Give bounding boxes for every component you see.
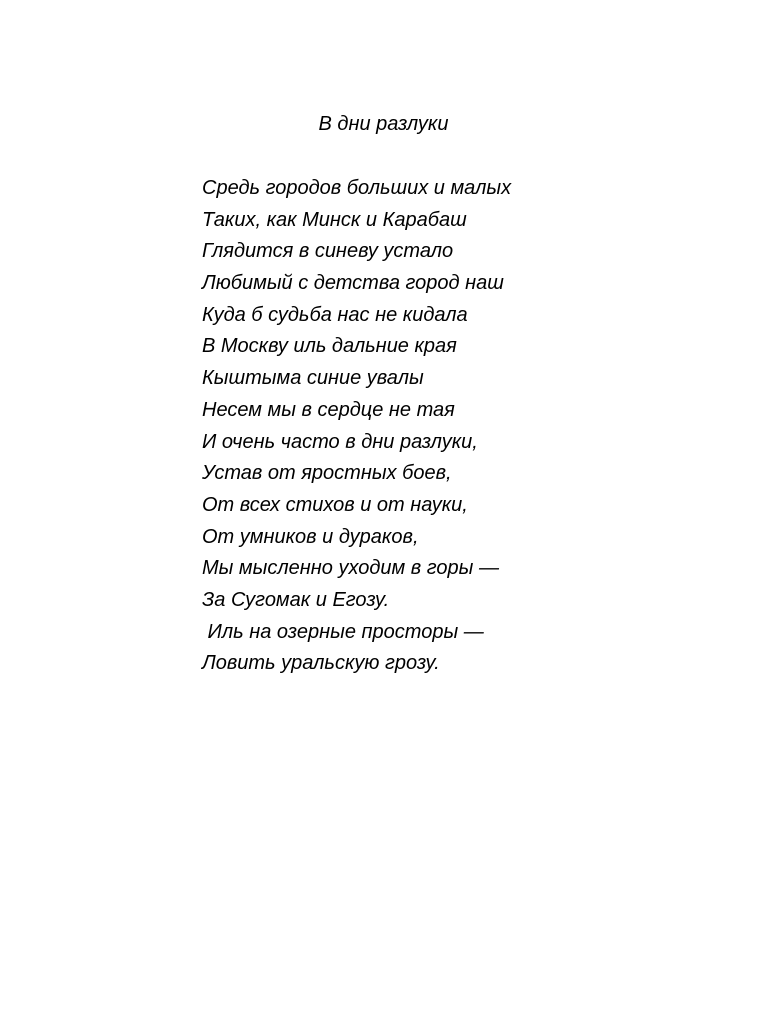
poem-body	[202, 173, 722, 680]
poem-line: От умников и дураков,	[202, 525, 419, 548]
poem-line: Средь городов больших и малых	[202, 177, 512, 199]
poem-line: Ловить уральскую грозу.	[202, 652, 440, 675]
poem-line: Таких, как Минск и Карабаш	[202, 208, 467, 231]
poem-line: От всех стихов и от науки,	[202, 493, 468, 516]
poem-title: В дни разлуки	[318, 113, 449, 135]
poem-line: Устав от яростных боев,	[202, 462, 452, 485]
poem-line: Иль на озерные просторы —	[202, 620, 484, 643]
poem-line: Кыштыма синие увалы	[202, 367, 424, 390]
poem-line: Куда б судьба нас не кидала	[202, 303, 468, 326]
poem-line: Мы мысленно уходим в горы —	[202, 557, 499, 580]
poem-line: Несем мы в сердце не тая	[202, 398, 455, 421]
poem-line: И очень часто в дни разлуки,	[202, 430, 478, 453]
poem-line: За Сугомак и Егозу.	[202, 588, 390, 611]
poem-line: В Москву иль дальние края	[202, 335, 457, 358]
poem-line: Любимый с детства город наш	[202, 272, 504, 295]
poem-line: Глядится в синеву устало	[202, 240, 454, 263]
